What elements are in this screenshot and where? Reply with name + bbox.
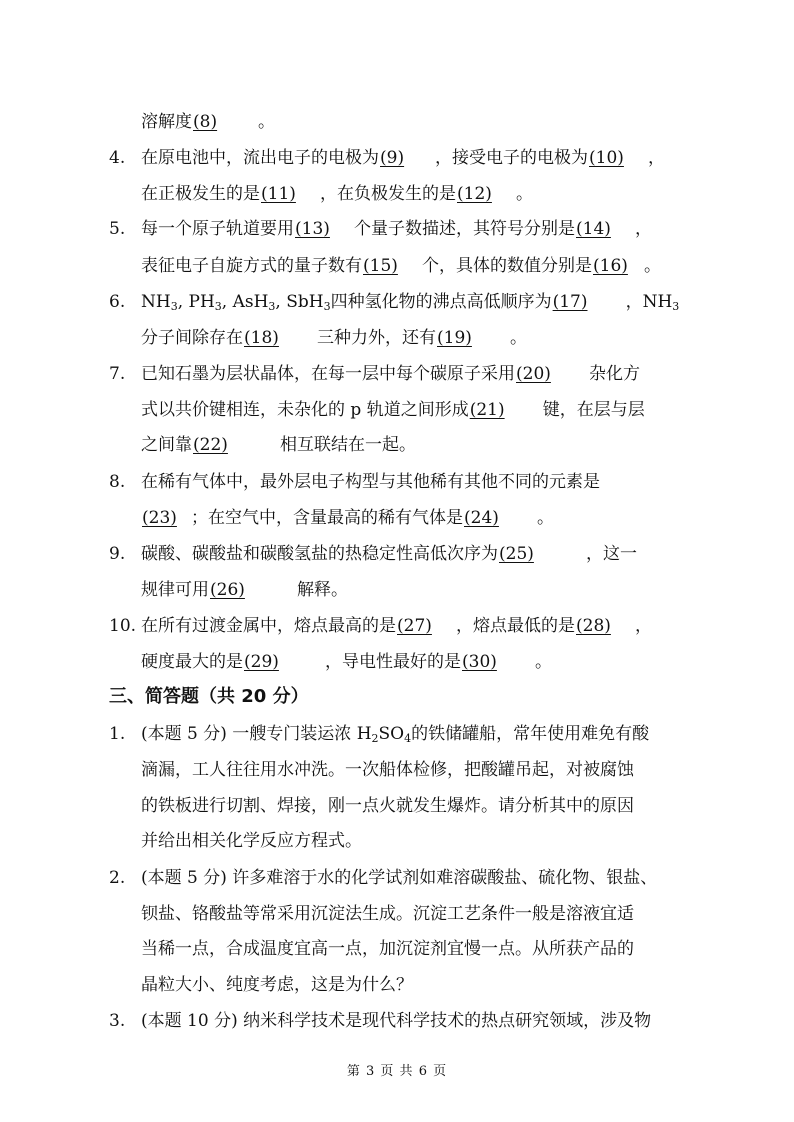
q3-text: 溶解度 [141, 112, 192, 132]
q4-text: 在正极发生的是 [141, 184, 260, 204]
q10-text: 。 [535, 652, 552, 672]
blank-24[interactable]: (24) [464, 508, 499, 528]
blank-17[interactable]: (17) [552, 292, 588, 312]
q6-number: 6. [109, 292, 126, 312]
q8-line1 [141, 470, 600, 494]
q7-line1 [141, 362, 640, 386]
s3-q2-number: 2. [109, 868, 126, 888]
q8-number: 8. [109, 472, 126, 492]
q6-text: 四种氢化物的沸点高低顺序为 [330, 292, 552, 312]
q7-text: 已知石墨为层状晶体，在每一层中每个碳原子采用 [141, 364, 515, 384]
subscript: 3 [170, 300, 178, 313]
s3-q2-line2: 钡盐、铬酸盐等常采用沉淀法生成。沉淀工艺条件一般是溶液宜适 [141, 904, 634, 924]
subscript: 3 [214, 300, 222, 313]
blank-28[interactable]: (28) [576, 616, 611, 636]
q10-text: 在所有过渡金属中，熔点最高的是 [141, 616, 396, 636]
blank-10[interactable]: (10) [589, 148, 624, 168]
subscript: 3 [323, 300, 331, 313]
q7-number: 7. [109, 364, 126, 384]
s3-q3-number: 3. [109, 1011, 126, 1031]
section-title: 三、简答题（共 20 分） [109, 686, 309, 707]
q10-line1 [141, 614, 652, 638]
formula-text: , PH [177, 292, 215, 312]
q4-line2 [141, 182, 533, 206]
s3-q1-line4: 并给出相关化学反应方程式。 [141, 831, 362, 851]
q5-text: 表征电子自旋方式的量子数有 [141, 256, 362, 276]
subscript: 4 [404, 732, 412, 745]
blank-18[interactable]: (18) [244, 328, 279, 348]
s3-q1-text: (本题 5 分) 一艘专门装运浓 H [141, 724, 372, 744]
q5-text: 个量子数描述，其符号分别是 [354, 219, 575, 239]
subscript: 3 [672, 300, 680, 313]
q8-text: 。 [537, 508, 554, 528]
q9-line2 [141, 578, 348, 602]
blank-19[interactable]: (19) [437, 328, 472, 348]
s3-q2-line1: (本题 5 分) 许多难溶于水的化学试剂如难溶碳酸盐、硫化物、银盐、 [141, 868, 658, 888]
blank-21[interactable]: (21) [469, 400, 505, 420]
formula-text: , AsH [221, 292, 269, 312]
q8-text: ；在空气中，含量最高的稀有气体是 [191, 508, 463, 528]
page-footer: 第 3 页 共 6 页 [346, 1064, 448, 1079]
q4-number: 4. [109, 148, 126, 168]
subscript: 2 [371, 732, 379, 745]
q4-line1 [141, 146, 665, 170]
q6-line2 [141, 326, 527, 350]
q6-text: 三种力外，还有 [317, 328, 436, 348]
q4-text: 在原电池中，流出电子的电极为 [141, 148, 379, 168]
q10-text: ，导电性最好的是 [325, 652, 461, 672]
blank-22[interactable]: (22) [193, 435, 228, 455]
q6-line1 [141, 290, 679, 314]
formula-text: , SbH [275, 292, 324, 312]
q7-line2 [141, 398, 645, 422]
blank-9[interactable]: (9) [380, 148, 405, 168]
q9-text: 规律可用 [141, 580, 209, 600]
q10-number: 10. [109, 616, 137, 636]
blank-8[interactable]: (8) [193, 112, 218, 132]
q6-text: 。 [510, 328, 527, 348]
q4-text: ，在负极发生的是 [320, 184, 456, 204]
s3-q3-line1: (本题 10 分) 纳米科学技术是现代科学技术的热点研究领域，涉及物 [141, 1011, 652, 1031]
q9-text: 碳酸、碳酸盐和碳酸氢盐的热稳定性高低次序为 [141, 544, 498, 564]
q10-text: ， [635, 616, 652, 636]
q5-text: ， [635, 219, 652, 239]
q6-text: 分子间除存在 [141, 328, 243, 348]
q7-text: 相互联结在一起。 [280, 435, 416, 455]
q5-text: 每一个原子轨道要用 [141, 219, 294, 239]
q9-number: 9. [109, 544, 126, 564]
blank-16[interactable]: (16) [593, 256, 628, 276]
blank-11[interactable]: (11) [261, 184, 296, 204]
s3-q2-line4: 晶粒大小、纯度考虑，这是为什么？ [141, 975, 413, 995]
q4-text: ， [648, 148, 665, 168]
q9-line1 [141, 542, 637, 566]
s3-q1-number: 1. [109, 724, 126, 744]
s3-q1-text: 的铁储罐船，常年使用难免有酸 [411, 724, 650, 744]
blank-15[interactable]: (15) [363, 256, 398, 276]
q7-text: 杂化方 [589, 364, 640, 384]
q9-text: ，这一 [586, 544, 637, 564]
blank-25[interactable]: (25) [499, 544, 534, 564]
q3-continuation-line [141, 110, 275, 134]
q5-text: 个，具体的数值分别是 [422, 256, 592, 276]
q7-text: 式以共价键相连，未杂化的 p 轨道之间形成 [141, 400, 469, 420]
formula-text: ，NH [625, 292, 673, 312]
formula-text: NH [141, 292, 171, 312]
q5-line2 [141, 254, 661, 278]
q10-text: 硬度最大的是 [141, 652, 243, 672]
s3-q2-line3: 当稀一点，合成温度宜高一点，加沉淀剂宜慢一点。从所获产品的 [141, 939, 634, 959]
blank-30[interactable]: (30) [462, 652, 497, 672]
s3-q1-line2: 滴漏，工人往往用水冲洗。一次船体检修，把酸罐吊起，对被腐蚀 [141, 760, 634, 780]
s3-q1-line3: 的铁板进行切割、焊接，刚一点火就发生爆炸。请分析其中的原因 [141, 796, 634, 816]
q4-text: 。 [516, 184, 533, 204]
q7-line3 [141, 433, 416, 457]
q5-line1 [141, 217, 652, 241]
blank-12[interactable]: (12) [457, 184, 492, 204]
q3-punct: 。 [258, 112, 275, 132]
q10-line2 [141, 650, 552, 674]
q8-text: 在稀有气体中，最外层电子构型与其他稀有其他不同的元素是 [141, 472, 600, 492]
s3-q1-text: SO [378, 724, 405, 744]
blank-23[interactable]: (23) [142, 508, 177, 528]
blank-27[interactable]: (27) [397, 616, 432, 636]
q5-number: 5. [109, 219, 126, 239]
subscript: 3 [268, 300, 276, 313]
blank-20[interactable]: (20) [516, 364, 551, 384]
q10-text: ，熔点最低的是 [456, 616, 575, 636]
blank-26[interactable]: (26) [210, 580, 245, 600]
q7-text: 之间靠 [141, 435, 192, 455]
q7-text: 键，在层与层 [542, 400, 645, 420]
blank-13[interactable]: (13) [295, 219, 330, 239]
q5-text: 。 [644, 256, 661, 276]
q4-text: ，接受电子的电极为 [435, 148, 588, 168]
blank-14[interactable]: (14) [576, 219, 611, 239]
q9-text: 解释。 [297, 580, 348, 600]
blank-29[interactable]: (29) [244, 652, 279, 672]
q8-line2 [141, 506, 554, 530]
s3-q1-line1 [141, 722, 649, 746]
